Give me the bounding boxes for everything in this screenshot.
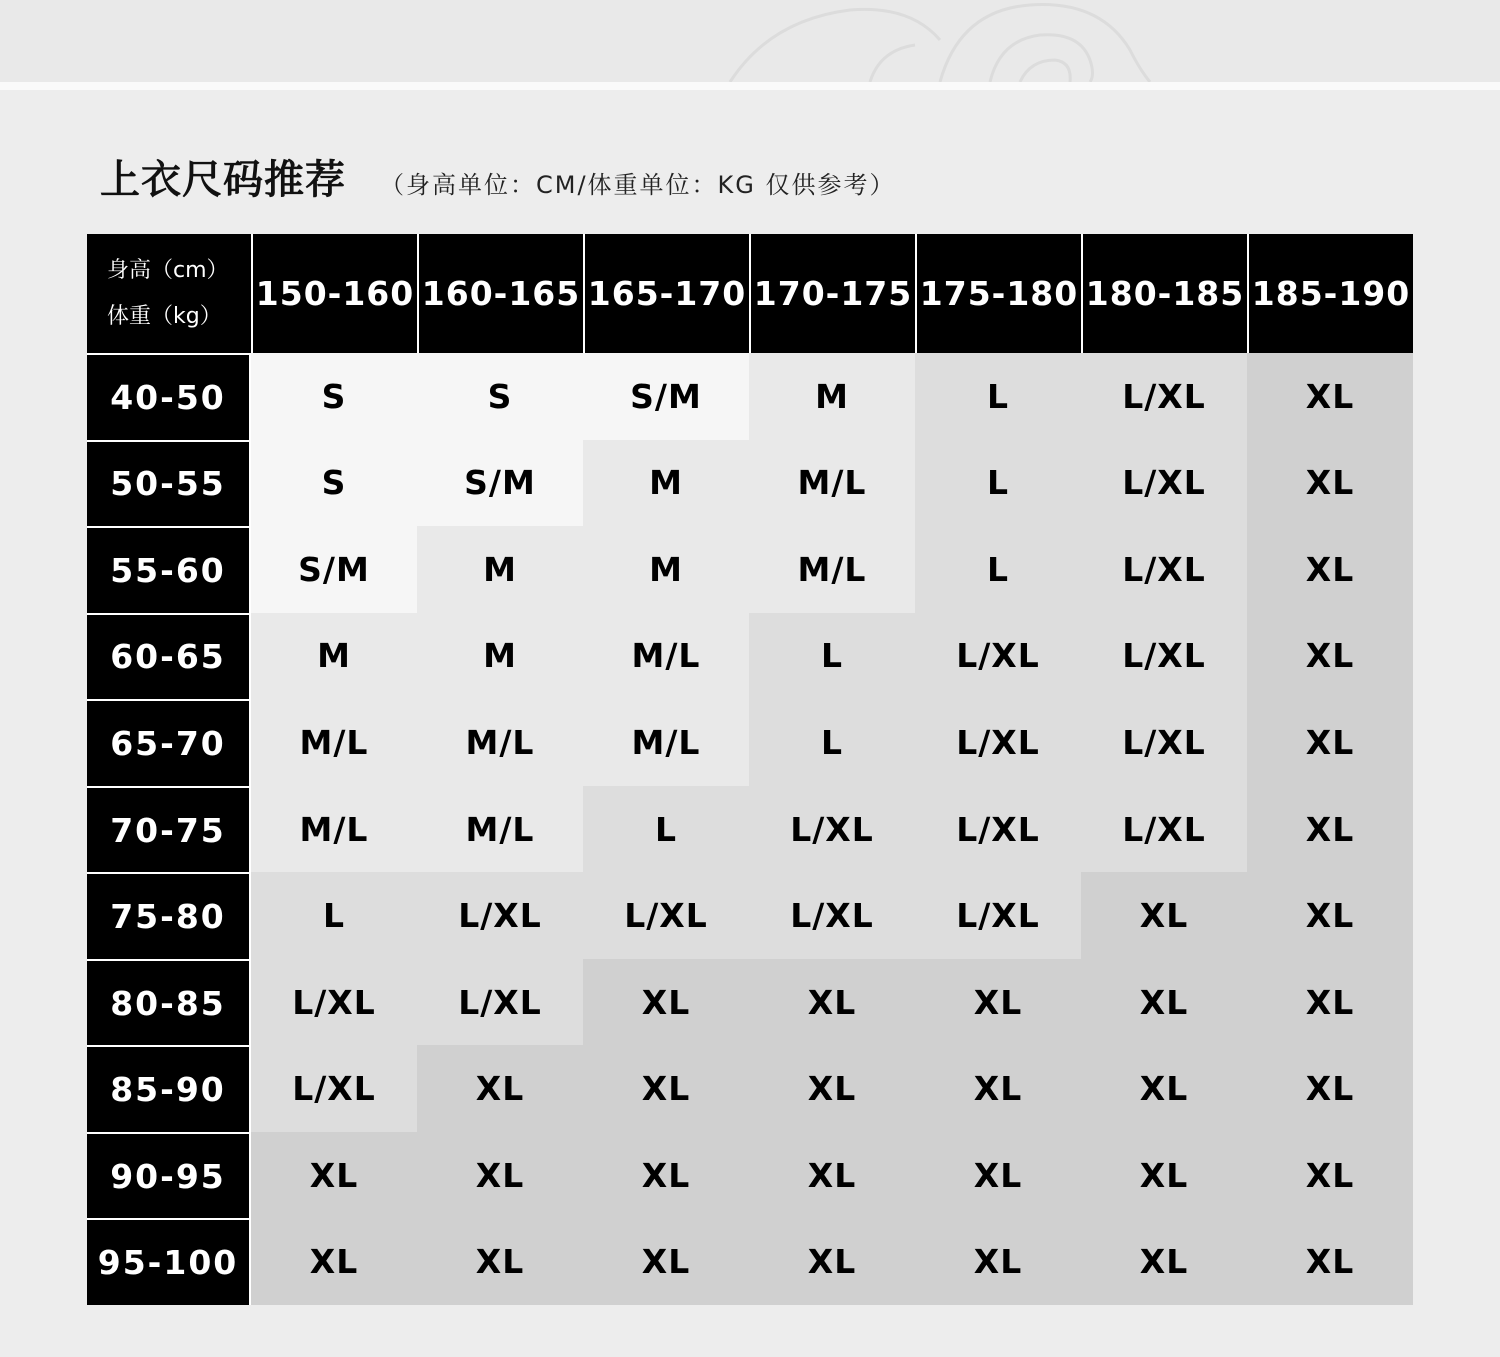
size-cell: XL (1247, 1045, 1413, 1132)
height-header: 180-185 (1081, 234, 1247, 353)
size-cell: M (583, 440, 749, 527)
size-cell: L (251, 872, 417, 959)
size-cell: M (417, 526, 583, 613)
size-cell: XL (251, 1132, 417, 1219)
size-cell: XL (1081, 1218, 1247, 1305)
size-chart-table (87, 234, 1413, 1305)
size-cell: L/XL (749, 872, 915, 959)
size-cell: XL (749, 959, 915, 1046)
size-cell: L/XL (915, 786, 1081, 873)
size-cell: XL (749, 1218, 915, 1305)
top-divider (0, 82, 1500, 90)
size-cell: XL (417, 1218, 583, 1305)
size-cell: M/L (417, 786, 583, 873)
top-decorative-band (0, 0, 1500, 82)
size-cell: XL (749, 1045, 915, 1132)
size-cell: L (915, 353, 1081, 440)
size-cell: M/L (749, 440, 915, 527)
size-cell: XL (749, 1132, 915, 1219)
size-cell: M/L (417, 699, 583, 786)
weight-header: 40-50 (87, 353, 251, 440)
weight-header: 75-80 (87, 872, 251, 959)
size-cell: XL (1247, 959, 1413, 1046)
weight-header: 80-85 (87, 959, 251, 1046)
page-subtitle: （身高单位：CM/体重单位：KG 仅供参考） (380, 171, 896, 199)
size-cell: XL (1081, 1045, 1247, 1132)
size-cell: M/L (251, 786, 417, 873)
size-cell: S (251, 440, 417, 527)
size-cell: XL (417, 1132, 583, 1219)
weight-header: 95-100 (87, 1218, 251, 1305)
size-cell: XL (251, 1218, 417, 1305)
weight-header: 60-65 (87, 613, 251, 700)
size-cell: L/XL (1081, 613, 1247, 700)
size-cell: M/L (251, 699, 417, 786)
weight-header: 85-90 (87, 1045, 251, 1132)
size-cell: M (583, 526, 749, 613)
size-cell: S (251, 353, 417, 440)
size-cell: L/XL (915, 699, 1081, 786)
size-cell: XL (1081, 872, 1247, 959)
size-cell: L/XL (251, 1045, 417, 1132)
size-cell: L/XL (915, 613, 1081, 700)
size-cell: L/XL (915, 872, 1081, 959)
height-header: 175-180 (915, 234, 1081, 353)
size-cell: L/XL (251, 959, 417, 1046)
size-cell: XL (1247, 526, 1413, 613)
size-cell: M (251, 613, 417, 700)
height-header: 170-175 (749, 234, 915, 353)
size-cell: XL (583, 959, 749, 1046)
size-cell: XL (1081, 959, 1247, 1046)
size-cell: L (583, 786, 749, 873)
corner-height-label: 身高（cm） (107, 257, 229, 283)
page-title: 上衣尺码推荐 (100, 157, 346, 203)
size-cell: XL (915, 1218, 1081, 1305)
size-cell: L/XL (749, 786, 915, 873)
size-cell: XL (583, 1132, 749, 1219)
size-cell: XL (1247, 353, 1413, 440)
weight-header: 65-70 (87, 699, 251, 786)
size-cell: S (417, 353, 583, 440)
size-cell: L/XL (417, 872, 583, 959)
size-cell: XL (417, 1045, 583, 1132)
size-cell: L/XL (417, 959, 583, 1046)
size-cell: L (749, 613, 915, 700)
size-cell: L/XL (1081, 526, 1247, 613)
size-cell: XL (1081, 1132, 1247, 1219)
table-corner-header (87, 234, 251, 353)
rose-watermark-icon (710, 0, 1170, 82)
size-cell: M/L (749, 526, 915, 613)
size-cell: XL (1247, 613, 1413, 700)
size-cell: XL (583, 1218, 749, 1305)
size-cell: L (749, 699, 915, 786)
size-cell: XL (1247, 872, 1413, 959)
size-cell: XL (915, 1132, 1081, 1219)
size-cell: S/M (583, 353, 749, 440)
size-cell: XL (1247, 1218, 1413, 1305)
size-cell: XL (1247, 699, 1413, 786)
size-cell: L/XL (1081, 699, 1247, 786)
corner-weight-label: 体重（kg） (107, 303, 222, 329)
weight-header: 55-60 (87, 526, 251, 613)
size-cell: XL (915, 1045, 1081, 1132)
size-cell: XL (915, 959, 1081, 1046)
size-cell: L/XL (583, 872, 749, 959)
size-cell: L (915, 526, 1081, 613)
height-header: 165-170 (583, 234, 749, 353)
height-header: 160-165 (417, 234, 583, 353)
size-cell: M (417, 613, 583, 700)
size-cell: XL (1247, 1132, 1413, 1219)
size-cell: M/L (583, 613, 749, 700)
size-cell: S/M (251, 526, 417, 613)
size-cell: M/L (583, 699, 749, 786)
size-cell: L/XL (1081, 440, 1247, 527)
weight-header: 70-75 (87, 786, 251, 873)
size-cell: XL (583, 1045, 749, 1132)
size-cell: XL (1247, 786, 1413, 873)
size-cell: M (749, 353, 915, 440)
size-cell: XL (1247, 440, 1413, 527)
size-cell: L/XL (1081, 786, 1247, 873)
size-cell: L/XL (1081, 353, 1247, 440)
height-header: 150-160 (251, 234, 417, 353)
weight-header: 90-95 (87, 1132, 251, 1219)
weight-header: 50-55 (87, 440, 251, 527)
size-cell: S/M (417, 440, 583, 527)
size-cell: L (915, 440, 1081, 527)
height-header: 185-190 (1247, 234, 1413, 353)
